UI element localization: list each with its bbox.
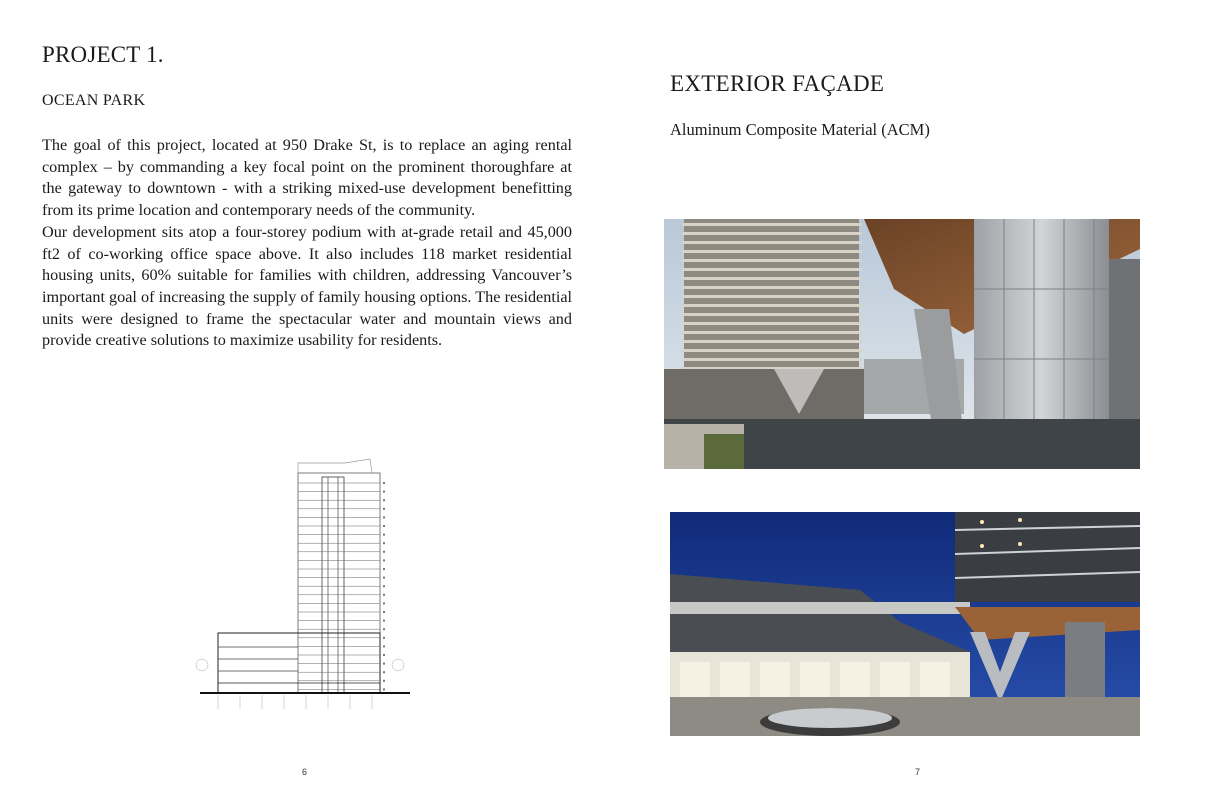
building-section-drawing [180, 455, 420, 715]
section-title: EXTERIOR FAÇADE [670, 71, 885, 96]
project-subtitle: OCEAN PARK [42, 92, 146, 109]
material-label: Aluminum Composite Material (ACM) [670, 120, 930, 139]
description-paragraph-2: Our development sits atop a four-storey podium with at-grade retail and 45,000 ft2 of co-working office space above. It also includes 118 market residential housing units, 60% suitable for families with children, addressing Vancouver’s important goal of increasing the supply of family housing options. The residential units were designed to frame the spectacular water and mountain views and provide creative solutions to maximize usability for residents. [42, 222, 572, 350]
facade-photo-day [664, 219, 1140, 469]
page-number: 6 [302, 767, 308, 777]
right-page [612, 0, 1224, 792]
facade-photo-night [670, 512, 1140, 736]
project-description [42, 135, 572, 352]
page-number: 7 [915, 767, 921, 777]
project-title: PROJECT 1. [42, 42, 164, 67]
description-paragraph-1: The goal of this project, located at 950 Drake St, is to replace an aging rental complex – by commanding a key focal point on the prominent thoroughfare at the gateway to downtown - with a striking mixed-use development benefitting from its prime location and contemporary needs of the community. [42, 136, 572, 220]
